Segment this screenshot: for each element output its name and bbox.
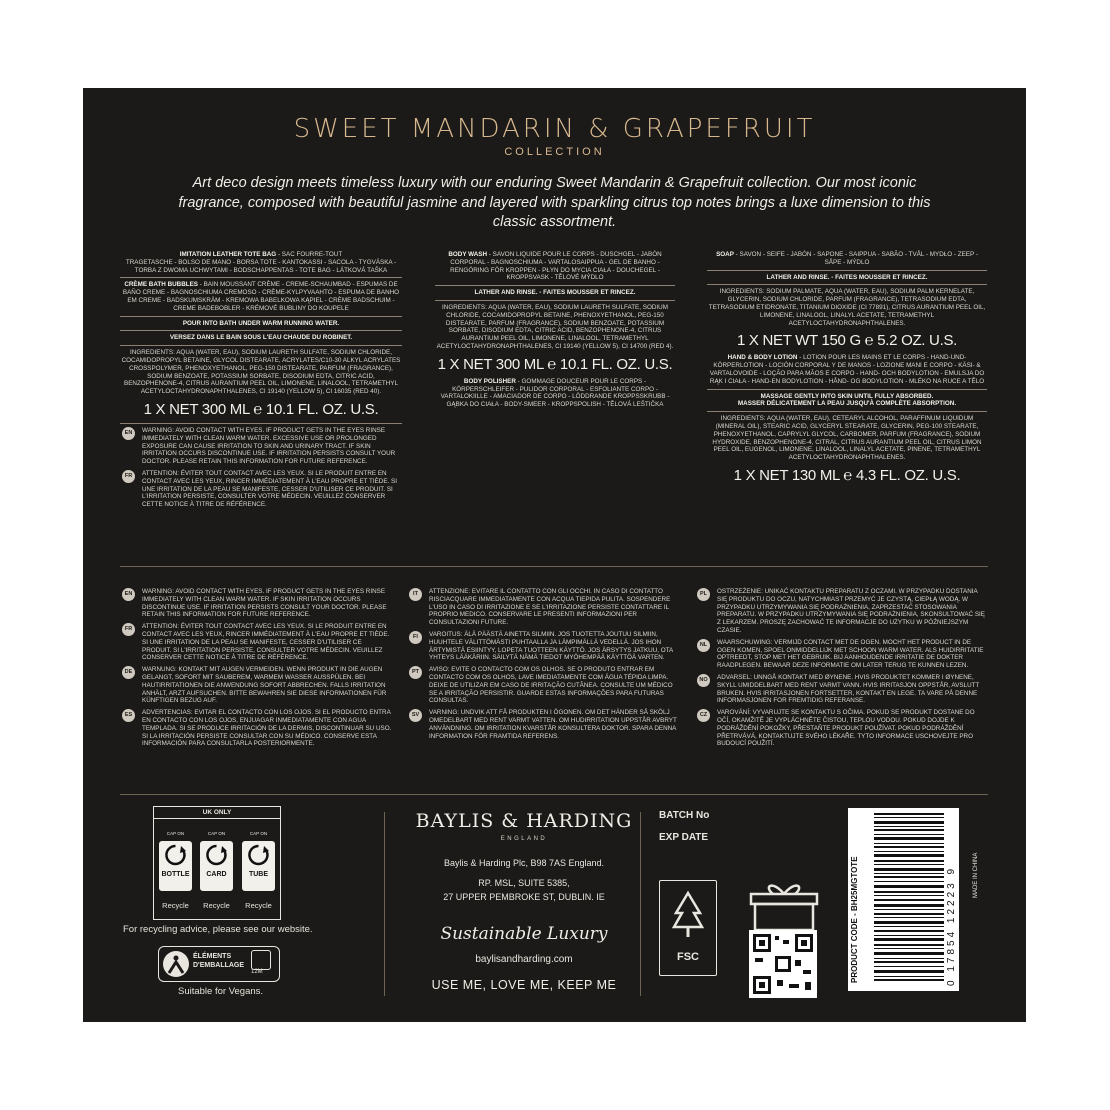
recycle-bottle <box>157 831 194 915</box>
warning-text: AVISO: EVITE O CONTACTO COM OS OLHOS. SE O PRODUTO ENTRAR EM CONTACTO COM OS OLHOS, LAVE IMEDIATAMENTE COM ÁGUA TÉPIDA LIMPA. DEIXE DE UTILIZAR EM CASO DE IRRITAÇÃO CUTÂNEA. CONSULTE UM MÉDICO SE A IRRITAÇÃO PERSISTIR. GUARDE ESTAS INFORMAÇÕES PARA FUTURAS CONSULTAS. <box>429 666 673 705</box>
collection-title: SWEET MANDARIN & GRAPEFRUIT <box>293 114 816 144</box>
warning-en <box>120 427 402 466</box>
bottle-label: BOTTLE <box>161 871 190 878</box>
soap-name: SOAP <box>716 251 734 258</box>
flag-de-icon: DE <box>122 666 135 679</box>
warning-text: OSTRZEŻENIE: UNIKAĆ KONTAKTU PREPARATU Z OCZAMI. W PRZYPADKU DOSTANIA SIĘ PRODUKTU DO OCZU, NATYCHMIAST PRZEMYĆ JE CZYSTĄ, CIEPŁĄ WODĄ. W PRZYPADKU UTRZYMYWANIA SIĘ PODRAŻNIENIA, ZAPRZESTAĆ STOSOWANIA PREPARATU. W PRZYPADKU UTRZYMYWANIA SIĘ PODRAŻNIENIA, SKONSULTOWAĆ SIĘ Z LEKARZEM. PROSZĘ ZACHOWAĆ TE INFORMACJE DO UŻYTKU W PÓŹNIEJSZYM CZASIE. <box>717 588 986 634</box>
tube-label: TUBE <box>248 871 269 878</box>
warning-item <box>695 709 989 748</box>
flag-cz-icon: CZ <box>697 709 710 722</box>
warning-text: WARNUNG: KONTAKT MIT AUGEN VERMEIDEN. WENN PRODUKT IN DIE AUGEN GELANGT, SOFORT MIT SAUBEREM, WARMEM WASSER AUSSPÜLEN. BEI HAUTIRRITATIONEN DIE ANWENDUNG SOFORT ABBRECHEN. FALLS IRRITATION ANHÄLT, ARZT AUFSUCHEN. BITTE BEWAHREN SIE DIESE INFORMATIONEN FÜR KÜNFTIGEN BEZUG AUF. <box>142 666 387 705</box>
polisher-name: BODY POLISHER <box>463 377 516 385</box>
fsc-text: FSC <box>677 951 699 963</box>
warning-item <box>407 666 679 705</box>
warning-text: WAARSCHUWING: VERMIJD CONTACT MET DE OGEN. MOCHT HET PRODUCT IN DE OGEN KOMEN, SPOEL ONMIDDELLIJK MET SCHOON WARM WATER. ALS HUIDIRRITATIE OPTREEDT, STOP MET HET GEBRUIK. BIJ AANHOUDENDE IRRITATIE DE DOKTER RAADPLEGEN. BEWAAR DEZE INFORMATIE OM LATER TERUG TE KUNNEN LEZEN. <box>717 638 984 670</box>
product-code: PRODUCT CODE - BH25MGTOTE <box>850 856 859 983</box>
warning-item <box>120 623 392 662</box>
warning-text: ADVARSEL: UNNGÅ KONTAKT MED ØYNENE. HVIS PRODUKTET KOMMER I ØYNENE, SKYLL UMIDDELBART MED RENT VARMT VANN. HVIS IRRITASJON OPPSTÅR, AVSLUTT BRUKEN. HVIS IRRITASJONEN FORTSETTER, KONTAKT EN LEGE. TA VARE PÅ DENNE INFORMASJONEN FOR FREMTIDIG REFERANSE. <box>717 673 980 705</box>
cap-label: CAP ON <box>249 831 268 836</box>
made-in-label <box>971 808 985 988</box>
flag-es-icon: ES <box>122 709 135 722</box>
bubbles-translations: - BAIN MOUSSANT CRÈME - CREME-SCHAUMBAD - ESPUMAS DE BAÑO CREME - BAGNOSCHIUMA CREMOSO - CRÈME-KYLPYVAAHTO - ESPUMA DE BANHO EM CREME - BADSKUMSKRÄM - KREMOWA BABELKOWA KĄPIEL - CRÈME BADSCHUIM - CREME BADEBOBLER - KRÉMOVÉ BUBLINY DO KOUPELE <box>122 281 400 312</box>
slogan: USE ME, LOVE ME, KEEP ME <box>431 978 617 992</box>
recycle-tube <box>240 831 277 915</box>
wash-name: BODY WASH <box>448 251 488 258</box>
tagline-script: Sustainable Luxury <box>440 924 608 944</box>
exp-date-label: EXP DATE <box>659 832 709 843</box>
warning-text: VARNING: UNDVIK ATT FÅ PRODUKTEN I ÖGONEN. OM DET HÄNDER SÅ SKÖLJ OMEDELBART MED RENT VARMT VATTEN. OM HUDIRRITATION UPPSTÅR AVBRYT ANVÄNDNING. OM IRRITATION KVARSTÅR KONSULTERA DOKTOR. SPARA DENNA INFORMATION FÖR FRAMTIDA REFERENS. <box>429 709 677 740</box>
flag-pl-icon: PL <box>697 588 710 601</box>
warning-text: ATTENTION: ÉVITER TOUT CONTACT AVEC LES YEUX. SI LE PRODUIT ENTRE EN CONTACT AVEC LES YEUX, RINCER IMMÉDIATEMENT À L'EAU PROPRE ET TIÈDE. SI UNE IRRITATION DE LA PEAU SE MANIFESTE, CESSER D'UTILISER CE PRODUIT. SI L'IRRITATION PERSISTE, CONSULTER VOTRE MÉDECIN. VEUILLEZ CONSERVER CETTE NOTICE À TITRE DE RÉFÉRENCE. <box>142 623 390 662</box>
card-label: CARD <box>206 871 227 878</box>
qr-code[interactable] <box>749 930 817 998</box>
pao-icon <box>251 950 271 970</box>
flag-fr-icon: FR <box>122 470 135 483</box>
lotion-name: HAND & BODY LOTION <box>727 354 798 362</box>
flag-en-icon: EN <box>122 427 135 440</box>
fsc-tree-icon <box>660 881 716 951</box>
lotion-usage-en: MASSAGE GENTLY INTO SKIN UNTIL FULLY ABSORBED. <box>760 392 934 400</box>
flag-en-icon: EN <box>122 588 135 601</box>
cap-label: CAP ON <box>166 831 185 836</box>
cap-label: CAP ON <box>207 831 226 836</box>
tote-name: IMITATION LEATHER TOTE BAG <box>179 251 277 258</box>
fsc-logo <box>659 880 717 976</box>
intro-text: Art deco design meets timeless luxury with our enduring Sweet Mandarin & Grapefruit collection. Our most iconic fragrance, composed with beautiful jasmine and layered with sparkling citrus top notes brings a luxe dimension to this classic assortment. <box>178 175 931 230</box>
bubbles-usage-fr: VERSEZ DANS LE BAIN SOUS L'EAU CHAUDE DU ROBINET. <box>169 334 353 342</box>
vegan-note: Suitable for Vegans. <box>178 986 264 997</box>
brand-logo: BAYLIS & HARDING <box>415 810 633 832</box>
recycle-arrow-icon <box>200 841 233 891</box>
recycle-card <box>198 831 235 915</box>
lotion-net-quantity: 1 X NET 130 ML ℮ 4.3 FL. OZ. U.S. <box>733 466 961 484</box>
lotion-translations: - LOTION POUR LES MAINS ET LE CORPS - HAND-UND-KÖRPERLOTION - LOCIÓN CORPORAL Y DE MANOS - LOZIONE MANI E CORPO - KÄSI- & VARTALOVOIDE - LOÇÃO PARA MÃOS E CORPO - HAND- OCH BODYLOTION - EMULSJA DO RĄK I CIAŁA - HAND-EN BODYLOTION - HÅND- OG BODYLOTION - MLÉKO NA RUCE A TĚLO <box>709 354 985 385</box>
warnings-column-2 <box>407 588 679 744</box>
address-line-1: Baylis & Harding Plc, B98 7AS England. <box>443 858 605 868</box>
warnings-column-3 <box>695 588 989 752</box>
divider <box>384 812 385 996</box>
warning-item <box>120 588 392 619</box>
wash-ingredients: INGREDIENTS: AQUA (WATER, EAU), SODIUM LAURETH SULFATE, SODIUM CHLORIDE, COCAMIDOPROPYL BETAINE, PHENOXYETHANOL, PEG-150 DISTEARATE, PARFUM (FRAGRANCE), SODIUM BENZOATE, POTASSIUM SORBATE, DISODIUM EDTA, CITRIC ACID, BENZOPHENONE-4, CITRUS AURANTIUM PEEL OIL, LIMONENE, LINALOOL, TETRAMETHYL ACETYLOCTAHYDRONAPHTHALENES, CI 19140 (YELLOW 5), CI 14700 (RED 4). <box>436 303 674 350</box>
triman-text: ÉLÉMENTS D'EMBALLAGE <box>193 953 245 969</box>
pao-label: 12M <box>251 969 263 975</box>
bubbles-usage-en: POUR INTO BATH UNDER WARM RUNNING WATER. <box>182 319 340 327</box>
recycle-arrow-icon <box>159 841 192 891</box>
left-product-column <box>120 251 402 513</box>
bubbles-net-quantity: 1 X NET 300 ML ℮ 10.1 FL. OZ. U.S. <box>143 400 379 418</box>
polisher-translations: - GOMMAGE DOUCEUR POUR LE CORPS - KÖRPERSCHLEIFER - PULIDOR CORPORAL - ESFOLIANTE CORPO - VARTALOKIILLE - AMACIADOR DE CORPO - LÖDDRANDE KROPPSSKRUBB - GĄBKA DO CIAŁA - BODY-SMEER - KROPPSPOLISH - TĚLOVÁ LEŠTIČKA <box>440 377 670 409</box>
address-line-3: 27 UPPER PEMBROKE ST, DUBLIN. IE <box>443 892 605 902</box>
warnings-column-1 <box>120 588 392 752</box>
brand-country: ENGLAND <box>500 836 548 842</box>
product-box-back <box>83 88 1026 1022</box>
flag-no-icon: NO <box>697 674 710 687</box>
website-link[interactable]: baylisandharding.com <box>475 954 573 965</box>
middle-product-column <box>435 251 675 409</box>
warning-item <box>695 674 989 705</box>
triman-icon <box>161 949 191 979</box>
flag-it-icon: IT <box>409 588 422 601</box>
soap-ingredients: INGREDIENTS: SODIUM PALMATE, AQUA (WATER, EAU), SODIUM PALM KERNELATE, GLYCERIN, SODIUM CHLORIDE, PARFUM (FRAGRANCE), TETRASODIUM EDTA, TETRASODIUM ETIDRONATE, TITANIUM DIOXIDE (CI 77891), CITRUS AURANTIUM PEEL OIL, LIMONENE, LINALOOL, LINALYL ACETATE, TETRAMETHYL ACETYLOCTAHYDRONAPHTHALENES. <box>708 288 986 327</box>
recycle-label: Recycle <box>203 901 230 910</box>
recycle-label: Recycle <box>162 901 189 910</box>
recycle-label: Recycle <box>245 901 272 910</box>
warning-text: WARNING: AVOID CONTACT WITH EYES. IF PRODUCT GETS IN THE EYES RINSE IMMEDIATELY WITH CLEAN WARM WATER. IF SKIN IRRITATION OCCURS DISCONTINUE USE. IF IRRITATION PERSISTS CONSULT YOUR DOCTOR. PLEASE RETAIN THIS INFORMATION FOR FUTURE REFERENCE. <box>142 588 387 619</box>
divider <box>640 812 641 996</box>
gift-box-icon <box>745 878 823 932</box>
bubbles-ingredients: INGREDIENTS: AQUA (WATER, EAU), SODIUM LAURETH SULFATE, SODIUM CHLORIDE, COCAMIDOPROPYL BETAINE, GLYCOL DISTEARATE, ACRYLATES/C10-30 ALKYL ACRYLATES CROSSPOLYMER, PHENOXYETHANOL, PEG-150 DISTEARATE, PARFUM (FRAGRANCE), SODIUM BENZOATE, POTASSIUM SORBATE, DISODIUM EDTA, CITRIC ACID, BENZOPHENONE-4, CITRUS AURANTIUM PEEL OIL, LIMONENE, LINALOOL, TETRAMETHYL ACETYLOCTAHYDRONAPHTHALENES, CI 19140 (YELLOW 5), CI 16035 (RED 40). <box>121 349 401 396</box>
recycling-header: UK ONLY <box>202 809 232 816</box>
recycling-panel <box>153 806 281 920</box>
warning-text: VAROVÁNÍ: VYVARUJTE SE KONTAKTU S OČIMA. POKUD SE PRODUKT DOSTANE DO OČÍ, OKAMŽITĚ JE VYPLÁCHNĚTE ČISTOU, TEPLOU VODOU. POKUD DOJDE K PODRÁŽDĚNÍ POKOŽKY, PŘESTAŇTE PRODUKT POUŽÍVAT. POKUD PODRÁŽDĚNÍ PŘETRVÁVÁ, KONTAKTUJTE SVÉHO LÉKAŘE. TYTO INFORMACE USCHOVEJTE PRO BUDOUCÍ POUŽITÍ. <box>717 709 975 748</box>
soap-net-quantity: 1 X NET WT 150 G ℮ 5.2 OZ. U.S. <box>736 332 958 350</box>
bottom-divider <box>120 794 988 795</box>
warning-text: VAROITUS: ÄLÄ PÄÄSTÄ AINETTA SILMIIN. JOS TUOTETTA JOUTUU SILMIIN, HUUHTELE VÄLITTÖMÄSTI PUHTAALLA JA LÄMPIMÄLLÄ VEDELLÄ. JOS IHON ÄRTYMISTÄ ESIINTYY, LOPETA TUOTTEEN KÄYTTÖ. JOS ÄRSYTYS JATKUU, OTA YHTEYS LÄÄKÄRIIN. SÄILYTÄ NÄMÄ TIEDOT MYÖHEMPÄÄ KÄYTTÖÄ VARTEN. <box>429 630 673 662</box>
warning-item <box>407 631 679 662</box>
warning-item <box>695 639 989 670</box>
soap-usage: LATHER AND RINSE. - FAITES MOUSSER ET RINCEZ. <box>766 273 928 281</box>
warning-item <box>407 709 679 740</box>
made-in-text: MADE IN CHINA <box>973 852 979 898</box>
bubbles-name: CRÈME BATH BUBBLES <box>124 281 199 289</box>
warning-item <box>120 709 392 748</box>
warning-text: ADVERTENCIAS: EVITAR EL CONTACTO CON LOS OJOS. SI EL PRODUCTO ENTRA EN CONTACTO CON LOS OJOS, ENJUAGAR INMEDIATAMENTE CON AGUA TEMPLADA. SI SE PRODUCE IRRITACIÓN DE LA DERMIS, DISCONTINUAR SU USO. SI LA IRRITACIÓN PERSISTE CONSULTAR CON SU MÉDICO. CONSERVE ESTA INFORMACIÓN PARA CONSULTARLA POSTERIORMENTE. <box>142 709 392 748</box>
tote-translations: TRAGETASCHE - BOLSO DE MANO - BORSA TOTE - KANTOKASSI - SACOLA - TYGVÄSKA - TORBA Z DWOMA UCHWYTAMI - BODSCHAPPENTAS - TOTE BAG - LÁTKOVÁ TAŠKA <box>125 258 397 274</box>
collection-subtitle: COLLECTION <box>504 146 605 158</box>
warning-text: ATTENZIONE: EVITARE IL CONTATTO CON GLI OCCHI. IN CASO DI CONTATTO RISCIACQUARE IMMEDIATAMENTE CON ACQUA TIEPIDA PULITA. SOSPENDERE L'USO IN CASO DI IRRITAZIONE E SE L'IRRITAZIONE PERSISTE CONTATTARE IL PROPRIO MEDICO. CONSERVARE LE PRESENTI INFORMAZIONI PER CONSULTAZIONI FUTURE. <box>429 588 671 627</box>
wash-usage: LATHER AND RINSE. - FAITES MOUSSER ET RINCEZ. <box>474 289 636 297</box>
right-product-column <box>707 251 987 489</box>
section-divider <box>120 566 988 567</box>
barcode-bars-icon <box>874 813 944 981</box>
recycling-advice: For recycling advice, please see our website. <box>123 924 313 935</box>
barcode-panel <box>848 808 959 991</box>
warning-item <box>407 588 679 627</box>
flag-fr-icon: FR <box>122 623 135 636</box>
recycle-arrow-icon <box>242 841 275 891</box>
warning-fr <box>120 470 402 509</box>
lotion-ingredients: INGREDIENTS: AQUA (WATER, EAU), CETEARYL ALCOHOL, PARAFFINUM LIQUIDUM (MINERAL OIL), STEARIC ACID, GLYCERYL STEARATE, GLYCERIN, PEG-100 STEARATE, PHENOXYETHANOL, CAPRYLYL GLYCOL, CARBOMER, PARFUM (FRAGRANCE), SODIUM HYDROXIDE, BENZOPHENONE-4, CITRAL, CITRUS AURANTIUM PEEL OIL, CITRUS LIMON PEEL OIL, EUGENOL, LIMONENE, LINALOOL, LINALYL ACETATE, PINENE, TETRAMETHYL ACETYLOCTAHYDRONAPHTHALENES. <box>712 415 982 462</box>
tote-translations-head: - SAC FOURRE-TOUT <box>276 251 343 258</box>
address-line-2: RP. MSL, SUITE 5385, <box>478 878 570 888</box>
flag-fi-icon: FI <box>409 631 422 644</box>
warning-en-text: WARNING: AVOID CONTACT WITH EYES. IF PRODUCT GETS IN THE EYES RINSE IMMEDIATELY WITH CLEAN WARM WATER. EXCESSIVE USE OR PROLONGED EXPOSURE CAN CAUSE IRRITATION TO SKIN AND URINARY TRACT. IF SKIN IRRITATION OCCURS DISCONTINUE USE. IF IRRITATION PERSISTS CONSULT YOUR DOCTOR. PLEASE RETAIN THIS INFORMATION FOR FUTURE REFERENCE. <box>142 426 396 466</box>
wash-net-quantity: 1 X NET 300 ML ℮ 10.1 FL. OZ. U.S. <box>437 355 673 373</box>
warning-item <box>120 666 392 705</box>
batch-label: BATCH No <box>659 810 710 821</box>
triman-logo <box>158 946 280 982</box>
warning-fr-text: ATTENTION: ÉVITER TOUT CONTACT AVEC LES YEUX. SI LE PRODUIT ENTRE EN CONTACT AVEC LES YEUX, RINCER IMMÉDIATEMENT À L'EAU PROPRE ET TIÈDE. SI UNE IRRITATION DE LA PEAU SE MANIFESTE, CESSER D'UTILISER CE PRODUIT. SI L'IRRITATION PERSISTE, CONSULTER VOTRE MÉDECIN. VEUILLEZ CONSERVER CETTE NOTICE À TITRE DE RÉFÉRENCE. <box>142 469 397 509</box>
flag-nl-icon: NL <box>697 639 710 652</box>
barcode-number: 0 17854 12223 9 <box>946 865 957 986</box>
flag-pt-icon: PT <box>409 666 422 679</box>
soap-translations: - SAVON - SEIFE - JABÓN - SAPONE - SAIPPUA - SABÃO - TVÅL - MYDŁO - ZEEP - SÅPE - MÝDLO <box>733 251 978 266</box>
flag-sv-icon: SV <box>409 709 422 722</box>
warning-item <box>695 588 989 635</box>
lotion-usage-fr: MASSER DÉLICATEMENT LA PEAU JUSQU'À COMPLÈTE ABSORPTION. <box>737 400 957 408</box>
wash-translations: - SAVON LIQUIDE POUR LE CORPS - DUSCHGEL - JABÓN CORPORAL - BAGNOSCHIUMA - VARTALOSAIPPUA - GEL DE BANHO - RENGÖRING FÖR KROPPEN - PŁYN DO MYCIA CIAŁA - DOUCHEGEL - KROPPSVASK - TĚLOVÉ MÝDLO <box>450 251 662 282</box>
